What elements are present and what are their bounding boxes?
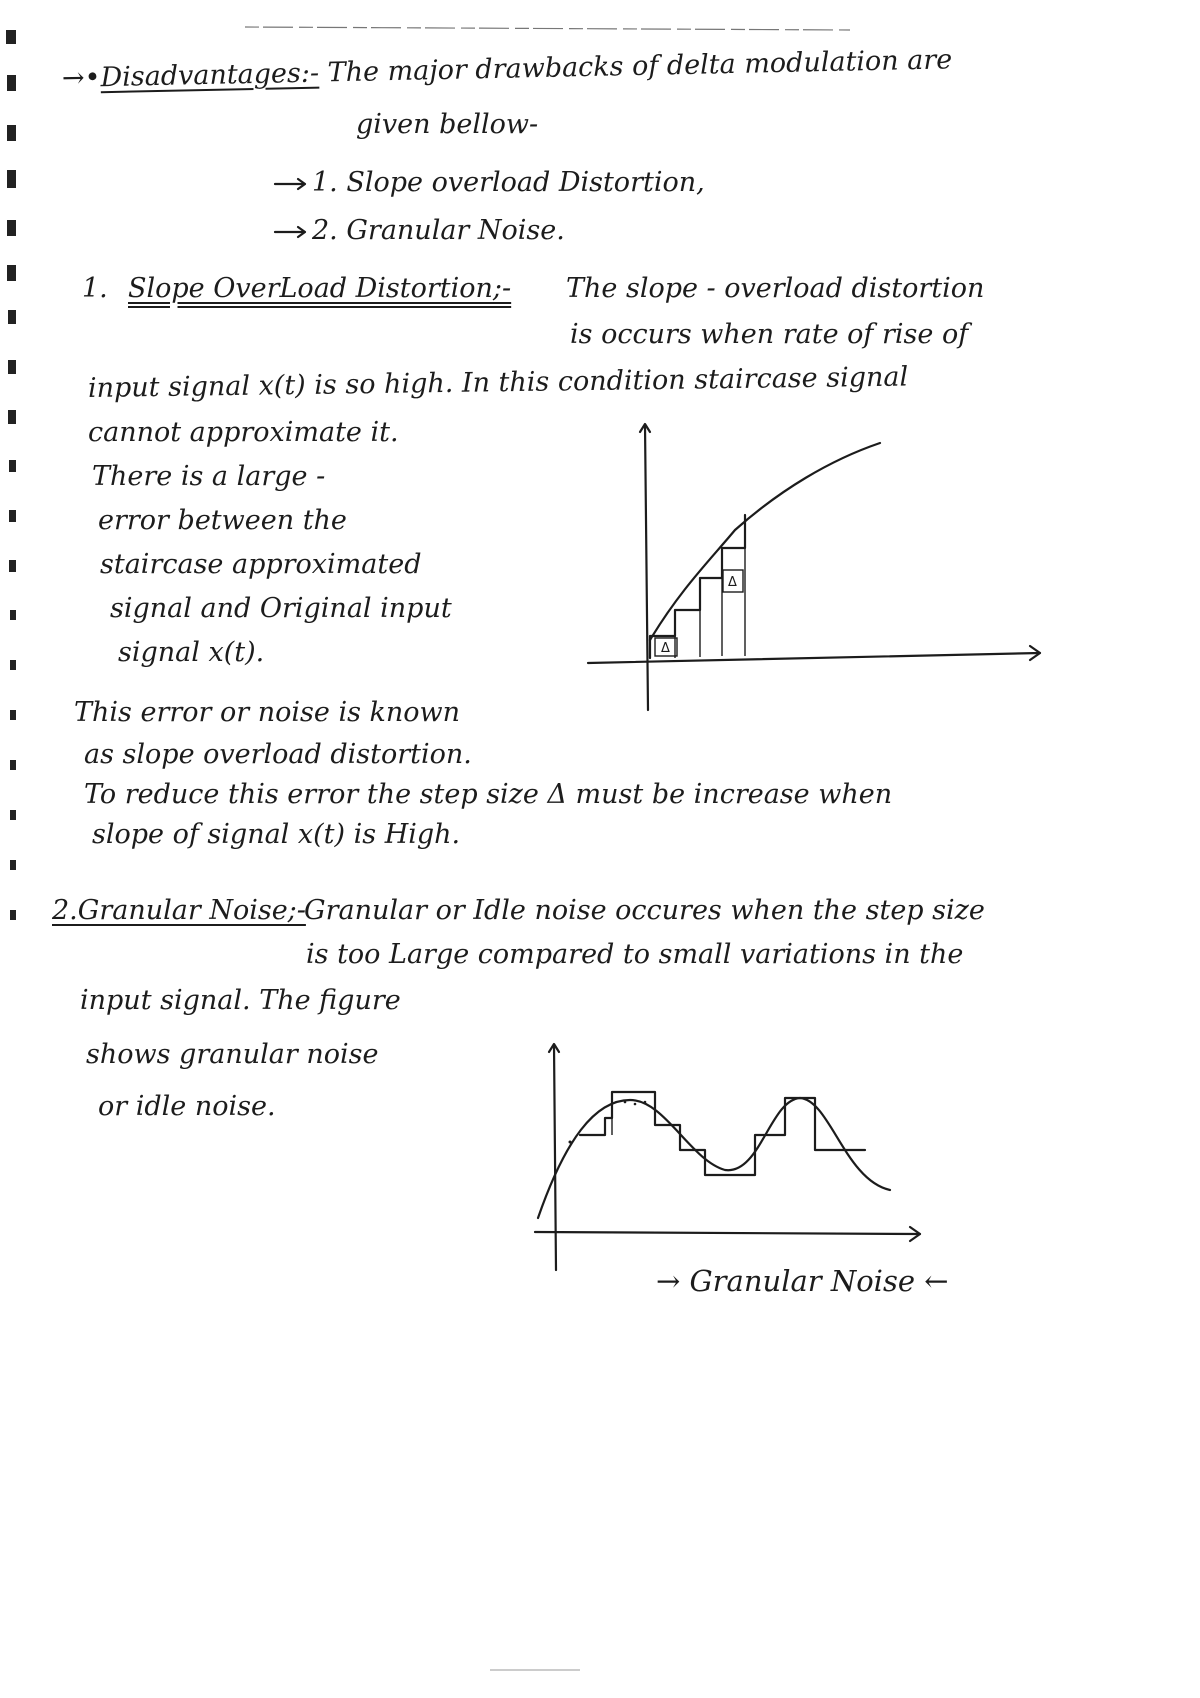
section1-line: cannot approximate it. [88,417,399,448]
disadvantages-intro-2: given bellow- [356,109,539,140]
fig1-delta-label-1: Δ [661,641,670,656]
section1-title: Slope OverLoad Distortion;- [128,273,512,304]
binding-edge-icon [0,20,22,980]
section1-number: 1. [82,273,108,304]
section2-line: is too Large compared to small variations in the [306,939,964,970]
granular-noise-figure [535,1044,920,1270]
section1-line: signal and Original input [110,593,452,624]
section2-line: input signal. The figure [80,985,401,1016]
list-arrow-2 [275,227,305,237]
list-item: 2. Granular Noise. [312,215,565,246]
fig2-input-signal [538,1098,890,1218]
section1-line: input signal x(t) is so high. In this condition staircase signal [87,361,909,404]
disadvantages-label: Disadvantages:- [100,57,320,94]
fig2-dot [569,1141,572,1144]
fig2-dot [644,1101,647,1104]
section1-line: is occurs when rate of rise of [570,319,969,350]
granular-noise-caption: → Granular Noise ← [656,1264,949,1298]
list-arrow-1 [275,179,305,189]
fig1-y-axis [645,425,648,710]
fig2-dot [624,1101,627,1104]
section1-line: error between the [98,505,347,536]
fig1-x-axis [588,653,1040,663]
section1-line: To reduce this error the step size Δ must be increase when [84,779,893,810]
bullet-arrow-icon: →• [61,62,101,94]
section2-title: 2.Granular Noise;- [52,895,306,926]
section1-line: This error or noise is known [74,697,461,728]
section2-line: or idle noise. [98,1091,276,1122]
section1-line: slope of signal x(t) is High. [92,819,461,850]
section1-line: signal x(t). [118,637,265,668]
fig2-y-axis [554,1045,556,1270]
slope-overload-figure [588,424,1040,710]
section2-line: Granular or Idle noise occures when the step size [304,895,985,926]
fig2-staircase [580,1092,865,1175]
section1-line: as slope overload distortion. [84,739,472,770]
section2-line: shows granular noise [86,1039,379,1070]
list-item: 1. Slope overload Distortion, [312,167,705,198]
fig1-delta-label-2: Δ [728,575,737,590]
fig2-x-axis [535,1232,920,1234]
scan-line-top [245,27,850,30]
section1-line: There is a large - [92,461,326,492]
section1-line: The slope - overload distortion [566,273,985,304]
fig2-dot [634,1103,637,1106]
disadvantages-intro-1: The major drawbacks of delta modulation are [327,44,953,89]
section1-line: staircase approximated [100,549,422,580]
